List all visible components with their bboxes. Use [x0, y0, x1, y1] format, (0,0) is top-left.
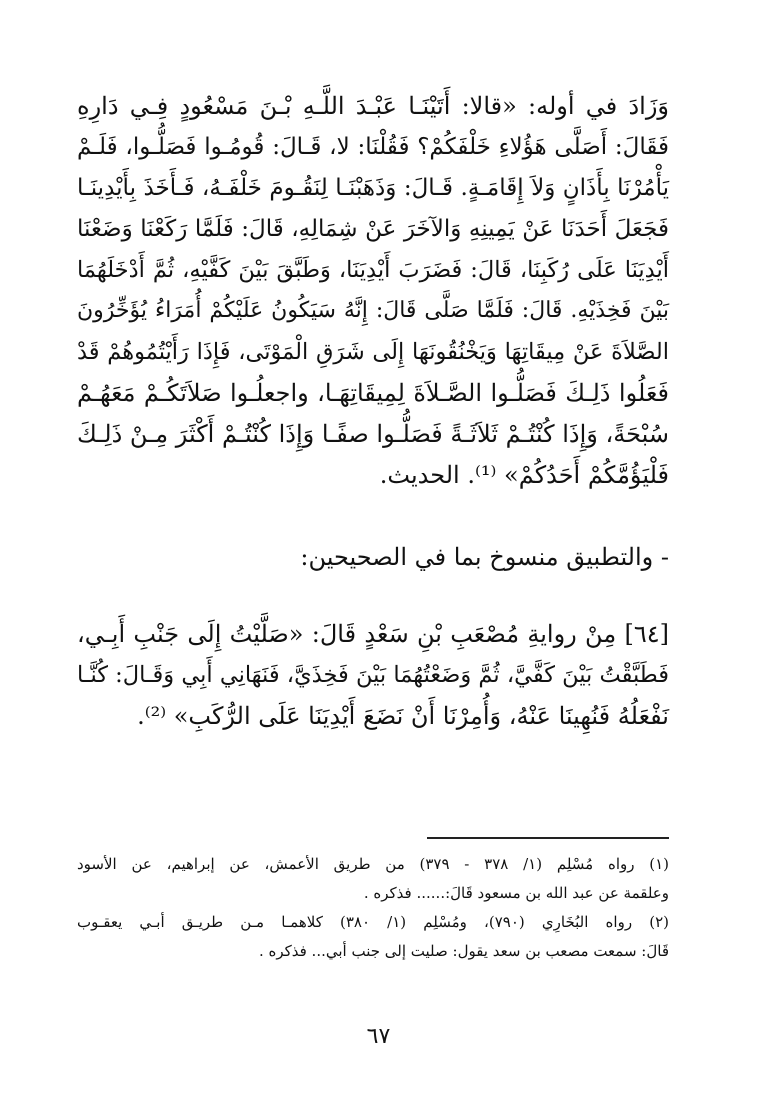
footnote-separator [427, 837, 669, 839]
footnote-line: وعلقمة عن عبد الله بن مسعود قَالَ:...... فذكره . [363, 884, 669, 902]
body-line: [٦٤] مِنْ روايةِ مُصْعَبِ بْنِ سَعْدٍ قَالَ: «صَلَّيْتُ إِلَى جَنْبِ أَبِـي، [77, 620, 669, 648]
body-line: فَعَلُوا ذَلِـكَ فَصَلُّـوا الصَّـلاَةَ لِمِيقَاتِهَـا، واجعلُـوا صَلاَتَكُـمْ مَعَهُـمْ [77, 379, 669, 407]
body-line: الصَّلاَةَ عَنْ مِيقَاتِهَا وَيَخْنُقُونَهَا إِلَى شَرَقِ الْمَوْتَى، فَإِذَا رَأَيْتُمُوهُمْ قَدْ [77, 339, 669, 365]
body-line: أَيْدِيَنَا عَلَى رُكَبِنَا، قَالَ: فَضَرَبَ أَيْدِيَنَا، وَطَبَّقَ بَيْنَ كَفَّيْهِ، ثُمَّ أَدْخَلَهُمَا [77, 257, 669, 283]
body-line: يَأْمُرْنَا بِأَذَانٍ وَلاَ إِقَامَـةٍ. قَـالَ: وَذَهَبْنَـا لِنَقُـومَ خَلْفَـهُ، فَـأَخَذَ بِأَيْدِينَـا [77, 175, 669, 201]
footnote-line: قَالَ: سمعت مصعب بن سعد يقول: صليت إلى جنب أبي... فذكره . [258, 942, 669, 960]
body-line: نَفْعَلُهُ فَنُهِينَا عَنْهُ، وَأُمِرْنَا أَنْ نَضَعَ أَيْدِيَنَا عَلَى الرُّكَبِ» ⁽²⁾. [137, 702, 669, 730]
footnote-line: (٢) رواه البُخَارِي (٧٩٠)، ومُسْلِم (١/ ٣٨٠) كلاهمـا مـن طريـق أبـي يعقـوب [77, 913, 669, 931]
body-line: فَقَالَ: أَصَلَّى هَؤُلاءِ خَلْفَكُمْ؟ فَقُلْنَا: لا، قَـالَ: قُومُـوا فَصَلُّـوا، فَلَـمْ [77, 134, 669, 160]
body-line: فَطَبَّقْتُ بَيْنَ كَفَّيَّ، ثُمَّ وَضَعْتُهُمَا بَيْنَ فَخِذَيَّ، فَنَهَانِي أَبِي وَقَـالَ: كُنَّـا [77, 662, 669, 688]
body-line: فَجَعَلَ أَحَدَنَا عَنْ يَمِينِهِ وَالآخَرَ عَنْ شِمَالِهِ، قَالَ: فَلَمَّا رَكَعْنَا وَضَعْنَا [77, 216, 669, 242]
section-note: - والتطبيق منسوخ بما في الصحيحين: [300, 543, 669, 571]
body-line: فَلْيَؤُمَّكُمْ أَحَدُكُمْ» ⁽¹⁾. الحديث. [379, 461, 669, 489]
body-line: بَيْنَ فَخِذَيْهِ. قَالَ: فَلَمَّا صَلَّى قَالَ: إِنَّهُ سَيَكُونُ عَلَيْكُمْ أُمَرَاءُ يُؤَخِّرُونَ [77, 298, 669, 323]
page-number: ٦٧ [366, 1024, 391, 1049]
footnote-line: (١) رواه مُسْلِم (١/ ٣٧٨ - ٣٧٩) من طريق الأعمش، عن إبراهيم، عن الأسود [77, 855, 670, 873]
body-line: سُبْحَةً، وَإِذَا كُنْتُـمْ ثَلاَثَـةً فَصَلُّـوا صفًـا وَإِذَا كُنْتُـمْ أَكْثَرَ مِـنْ ذَلِـكَ [77, 420, 670, 448]
body-line: وَزَادَ في أوله: «قالا: أَتَيْنَـا عَبْـدَ اللَّـهِ بْـنَ مَسْعُودٍ فِـي دَارِهِ [77, 92, 669, 120]
